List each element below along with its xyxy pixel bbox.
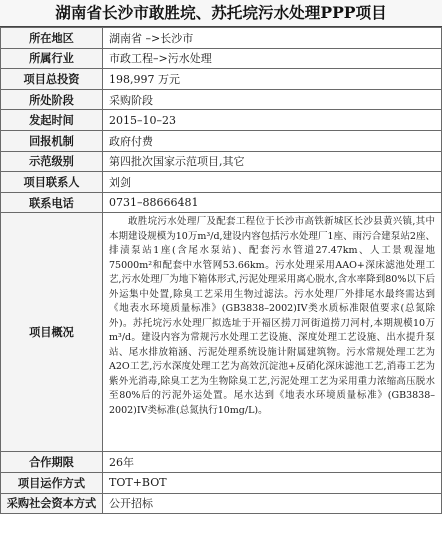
table-row [1,48,442,69]
table-row [1,28,442,49]
table-row-overview [1,213,442,452]
field-value-launch-date: 2015–10–23 [103,110,442,131]
field-value-term: 26年 [103,452,442,473]
field-label-industry: 所属行业 [1,48,103,69]
field-label-stage: 所处阶段 [1,89,103,110]
field-label-procurement-method: 采购社会资本方式 [1,493,103,514]
field-label-launch-date: 发起时间 [1,110,103,131]
field-value-demo-level: 第四批次国家示范项目,其它 [103,151,442,172]
field-label-total-investment: 项目总投资 [1,69,103,90]
field-value-region: 湖南省 –>长沙市 [103,28,442,49]
field-value-contact-person: 刘剑 [103,172,442,193]
field-value-stage: 采购阶段 [103,89,442,110]
table-row [1,192,442,213]
field-value-overview [103,213,442,452]
field-value-phone: 0731–88666481 [103,192,442,213]
field-label-overview: 项目概况 [1,213,103,452]
page-title: 湖南省长沙市敢胜垸、苏托垸污水处理PPP项目 [0,0,442,27]
field-label-region: 所在地区 [1,28,103,49]
table-row [1,151,442,172]
field-label-phone: 联系电话 [1,192,103,213]
table-row [1,172,442,193]
table-row [1,472,442,493]
table-row [1,493,442,514]
project-info-table [0,27,442,514]
overview-text: 敢胜垸污水处理厂及配套工程位于长沙市高铁新城区长沙县黄兴镇,其中本期建设规模为10万m³/d,建设内容包括污水处理厂1座、雨污合建泵站2座、排渍泵站1座(含尾水泵站)、配套污水管道27.47km、人工景观湿地75000m²和配套中水管网53.66km。污水处理采用AAO+深床滤池处理工艺,污水处理厂为地下箱体形式,污泥处理采用离心脱水,含水率降到80%以下后外运集中处置,除臭工艺采用生物过滤法。污水处理厂外排尾水最终需达到《地表水环境质量标准》(GB3838–2002)IV类水质标准限值要求(总氮除外)。苏托垸污水处理厂拟选址于开福区捞刀河街道捞刀河村,本期规模10万m³/d。建设内容为常规污水处理工艺设施、深度处理工艺设施、出水提升泵站、尾水排放箱涵、污泥处理系统设施计附属建筑物。污水常规处理工艺为A2O工艺,污水深度处理工艺为高效沉淀池+反硝化深床滤池工艺,消毒工艺为紫外光消毒,除臭工艺为生物除臭工艺,污泥处理工艺为采用重力浓缩高压脱水至80%后的污泥外运处置。尾水达到《地表水环境质量标准》(GB3838–2002)IV类标准(总氮执行10mg/L)。 [109,216,435,416]
table-row [1,130,442,151]
table-row [1,110,442,131]
table-row [1,69,442,90]
field-label-demo-level: 示范级别 [1,151,103,172]
field-label-operation-mode: 项目运作方式 [1,472,103,493]
field-label-contact-person: 项目联系人 [1,172,103,193]
field-value-industry: 市政工程–>污水处理 [103,48,442,69]
field-label-return-mechanism: 回报机制 [1,130,103,151]
table-row [1,89,442,110]
field-label-term: 合作期限 [1,452,103,473]
table-row [1,452,442,473]
field-value-procurement-method: 公开招标 [103,493,442,514]
field-value-total-investment: 198,997 万元 [103,69,442,90]
field-value-return-mechanism: 政府付费 [103,130,442,151]
field-value-operation-mode: TOT+BOT [103,472,442,493]
